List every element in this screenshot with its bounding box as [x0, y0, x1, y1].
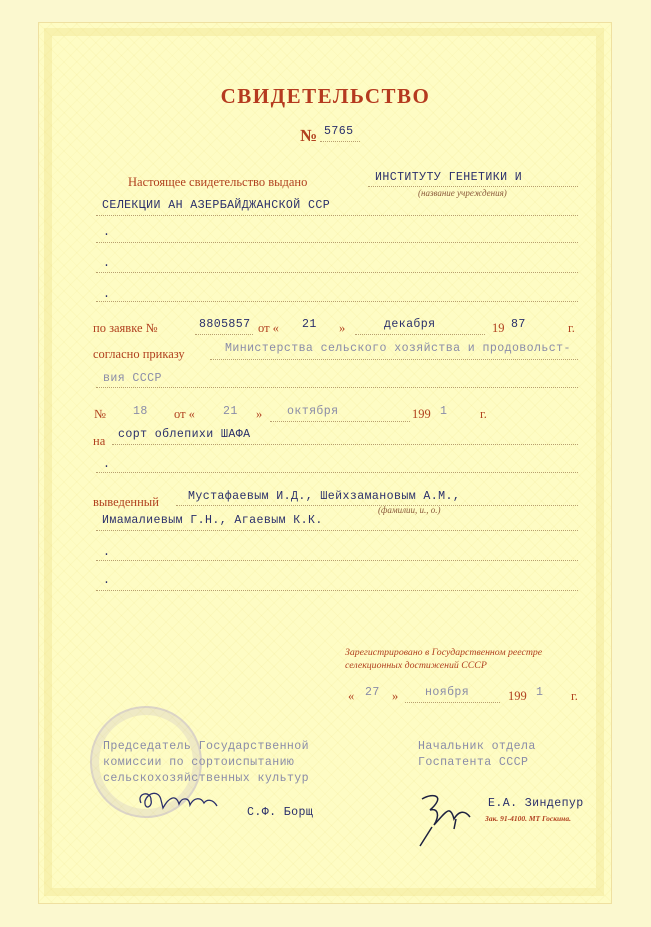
- variety-mark: .: [103, 458, 111, 471]
- variety-label: на: [93, 434, 106, 448]
- left-sign-line-2: комиссии по сортоиспытанию: [103, 756, 295, 769]
- right-sign-line-1: Начальник отдела: [418, 740, 536, 753]
- order-value-1: Министерства сельского хозяйства и продовольст-: [225, 342, 571, 355]
- registered-month: ноября: [425, 686, 470, 699]
- bred-line-2: [96, 530, 578, 531]
- right-sign-name: Е.А. Зиндепур: [488, 797, 584, 810]
- issued-line-1: [368, 186, 578, 187]
- order-day: 21: [223, 405, 238, 418]
- registered-close: »: [392, 689, 399, 703]
- registered-g: г.: [571, 689, 578, 703]
- registered-year-suffix: 1: [536, 686, 544, 699]
- order-number-label: №: [94, 407, 106, 421]
- order-number: 18: [133, 405, 148, 418]
- left-signature: [135, 786, 220, 816]
- order-year-suffix: 1: [440, 405, 448, 418]
- application-number-line: [195, 334, 253, 335]
- certificate-title: СВИДЕТЕЛЬСТВО: [220, 84, 431, 108]
- right-sign-line-2: Госпатента СССР: [418, 756, 529, 769]
- institution-hint: (название учреждения): [418, 188, 507, 198]
- variety-line: [112, 444, 578, 445]
- left-sign-line-3: сельскохозяйственных культур: [103, 772, 310, 785]
- blank-line-2: [96, 272, 578, 273]
- bred-mark-1: .: [103, 546, 111, 559]
- order-ot: от «: [174, 407, 195, 421]
- registered-open: «: [348, 689, 355, 703]
- registered-month-line: [405, 702, 500, 703]
- order-year-prefix: 199: [412, 407, 431, 421]
- order-value-2: вия СССР: [103, 372, 162, 385]
- blank-mark-1: .: [103, 226, 111, 239]
- blank-mark-2: .: [103, 257, 111, 270]
- certificate-number: 5765: [324, 125, 354, 138]
- bred-line-1: [176, 505, 578, 506]
- bred-mark-2: .: [103, 574, 111, 587]
- blank-mark-3: .: [103, 288, 111, 301]
- application-year-suffix: 87: [511, 318, 526, 331]
- registered-line-2: селекционных достижений СССР: [345, 660, 487, 671]
- bred-line-3: [96, 560, 578, 561]
- order-line-1: [210, 359, 578, 360]
- left-sign-name: С.Ф. Борщ: [247, 806, 314, 819]
- application-month-line: [355, 334, 485, 335]
- order-month-line: [270, 421, 410, 422]
- application-day: 21: [302, 318, 317, 331]
- print-info: Зак. 91-4100. МТ Госкина.: [485, 814, 571, 823]
- registered-line-1: Зарегистрировано в Государственном реестре: [345, 647, 543, 658]
- issued-value-1: ИНСТИТУТУ ГЕНЕТИКИ И: [375, 171, 523, 184]
- order-close: »: [256, 407, 263, 421]
- application-month: декабря: [384, 318, 436, 331]
- issued-value-2: СЕЛЕКЦИИ АН АЗЕРБАЙДЖАНСКОЙ ССР: [102, 199, 331, 212]
- order-g: г.: [480, 407, 487, 421]
- bred-value-2: Имамалиевым Г.Н., Агаевым К.К.: [102, 514, 323, 527]
- variety-value: сорт облепихи ШАФА: [118, 428, 251, 441]
- right-signature: [398, 788, 490, 850]
- application-number: 8805857: [199, 318, 251, 331]
- registered-day: 27: [365, 686, 380, 699]
- application-label: по заявке №: [93, 321, 158, 335]
- application-close: »: [339, 321, 346, 335]
- number-label: №: [300, 126, 318, 145]
- order-month: октября: [287, 405, 339, 418]
- bred-hint: (фамилии, и., о.): [378, 505, 441, 515]
- registered-year-prefix: 199: [508, 689, 527, 703]
- issued-line-2: [96, 215, 578, 216]
- blank-line-1: [96, 242, 578, 243]
- order-line-2: [96, 387, 578, 388]
- variety-line-2: [96, 472, 578, 473]
- number-line: [320, 141, 360, 142]
- issued-label: Настоящее свидетельство выдано: [128, 175, 308, 189]
- order-label: согласно приказу: [93, 347, 185, 361]
- left-sign-line-1: Председатель Государственной: [103, 740, 310, 753]
- bred-label: выведенный: [93, 495, 159, 509]
- blank-line-3: [96, 301, 578, 302]
- bred-value-1: Мустафаевым И.Д., Шейхзамановым А.М.,: [188, 490, 461, 503]
- application-ot: от «: [258, 321, 279, 335]
- application-g: г.: [568, 321, 575, 335]
- application-year-prefix: 19: [492, 321, 505, 335]
- bred-line-4: [96, 590, 578, 591]
